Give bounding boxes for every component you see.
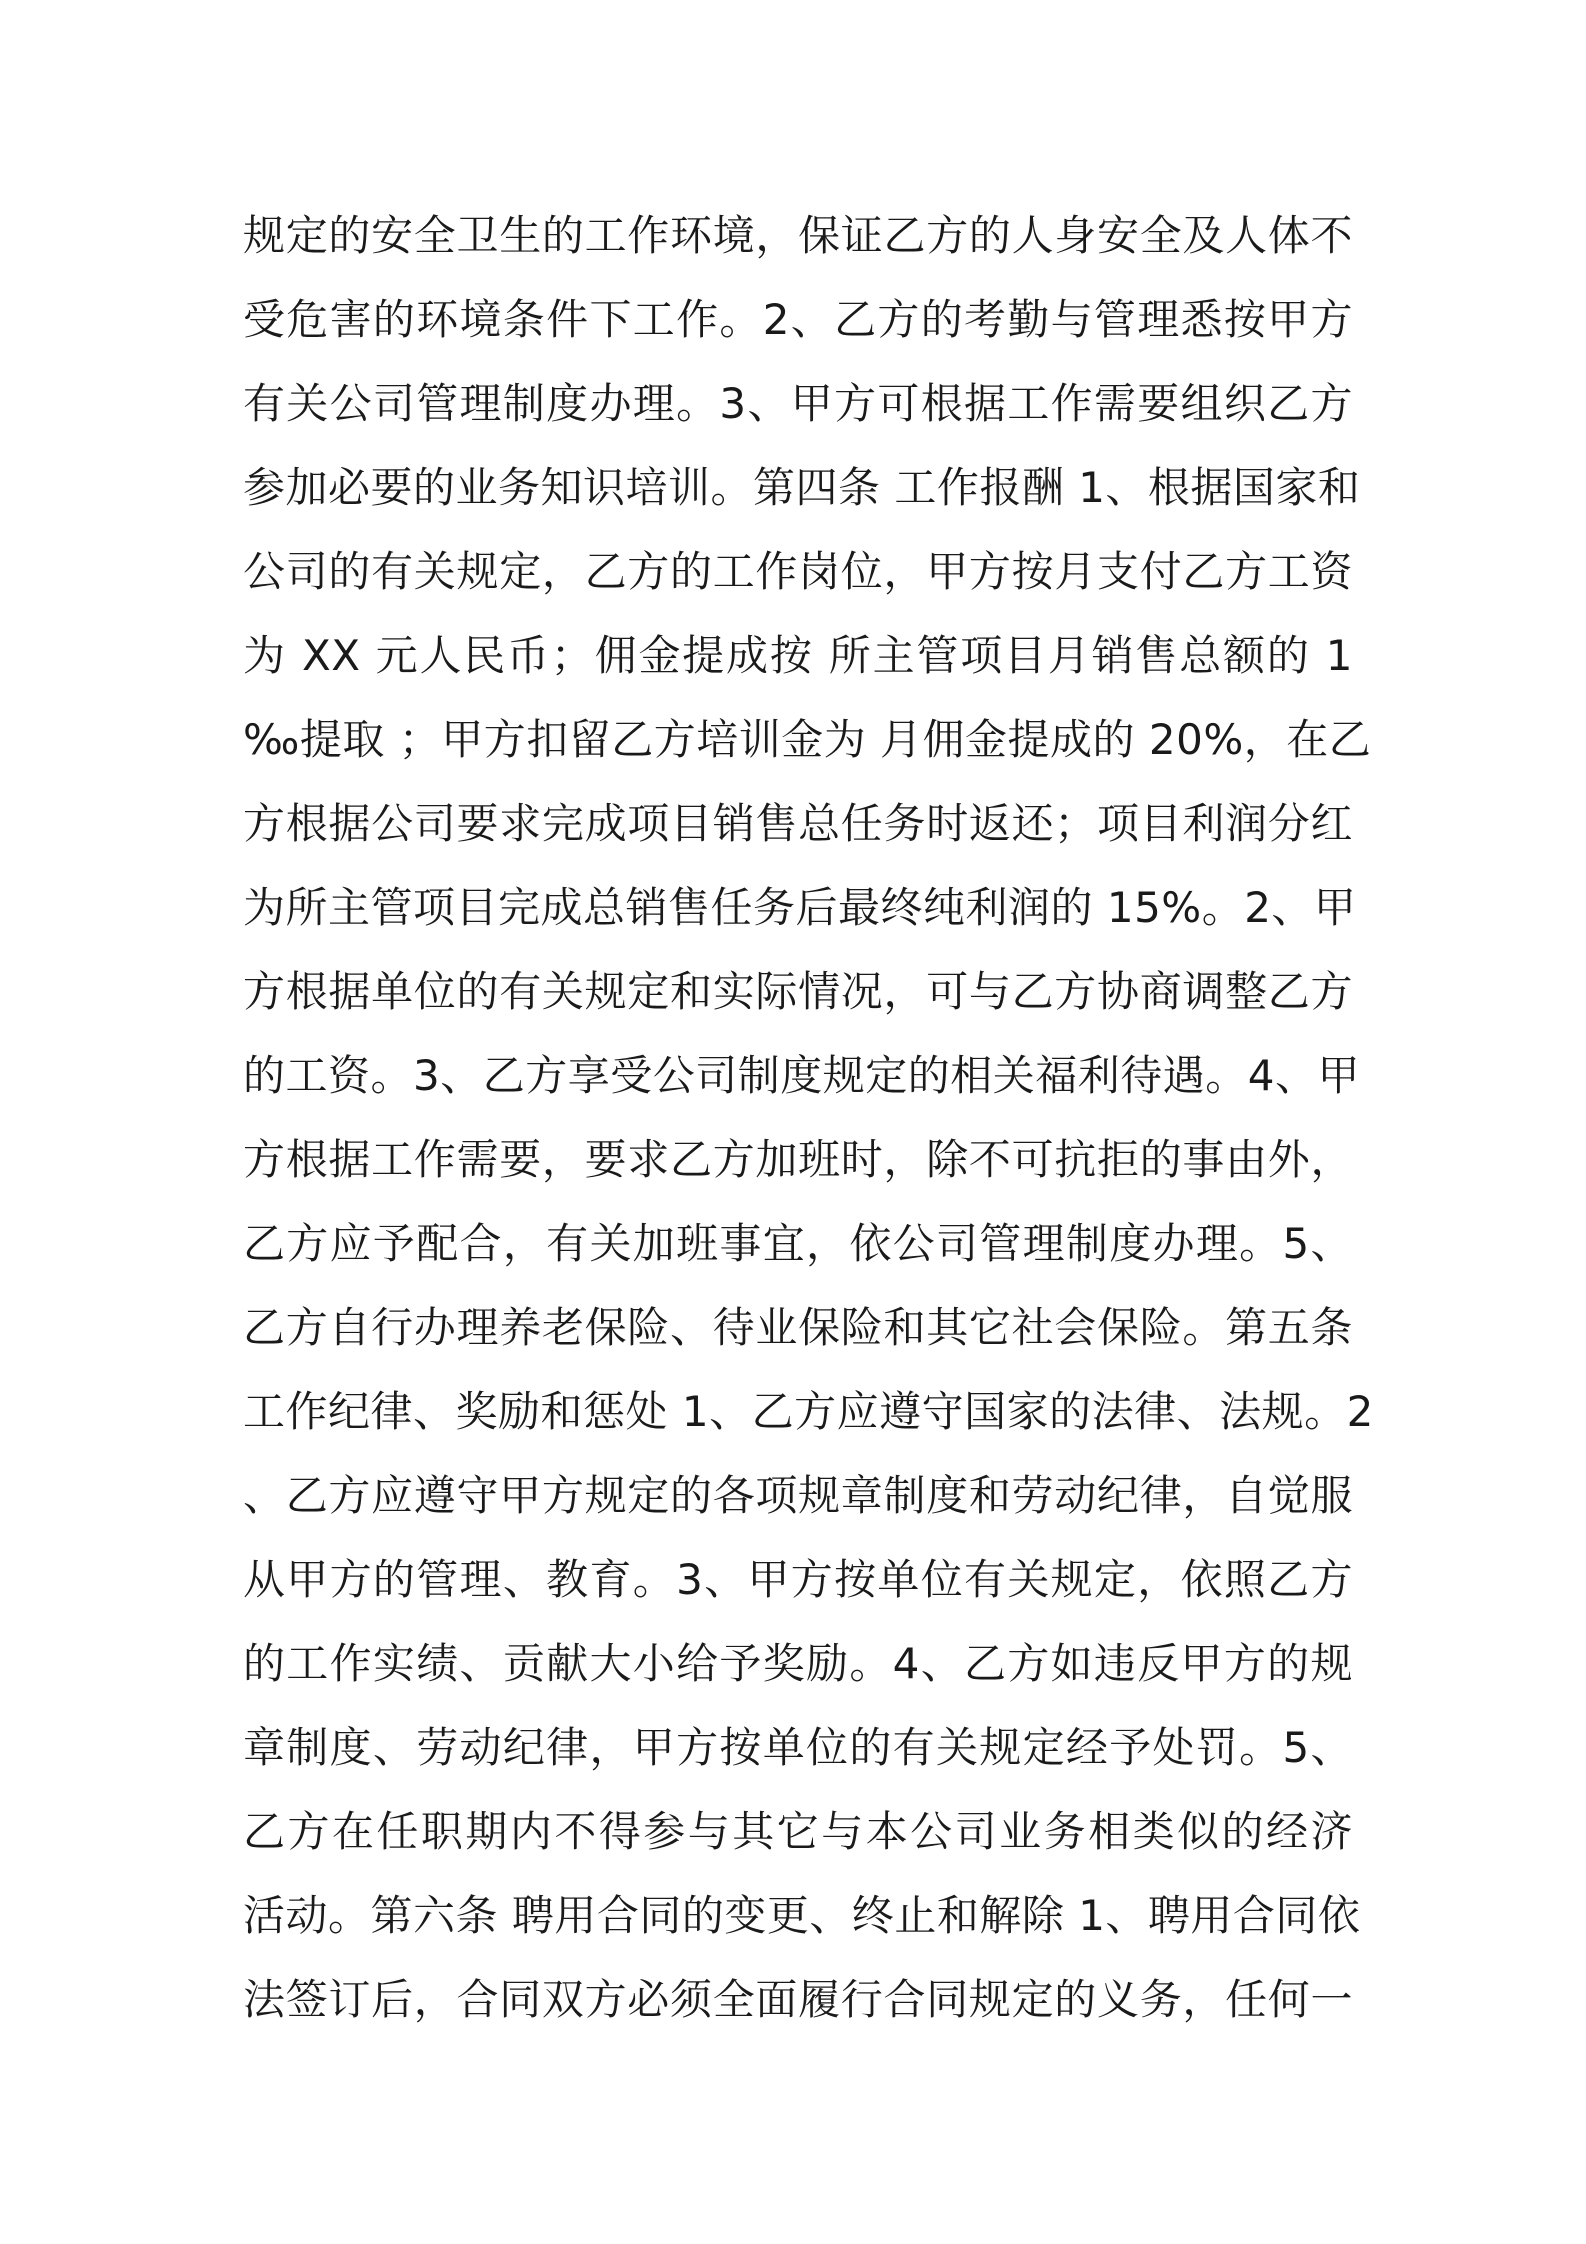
text-line: 方根据单位的有关规定和实际情况，可与乙方协商调整乙方 [243, 967, 1353, 1016]
text-line: 、乙方应遵守甲方规定的各项规章制度和劳动纪律，自觉服 [243, 1471, 1353, 1520]
text-line: 为 XX 元人民币；佣金提成按 所主管项目月销售总额的 1 [243, 631, 1353, 680]
text-line: 乙方自行办理养老保险、待业保险和其它社会保险。第五条 [243, 1303, 1353, 1352]
text-line: 从甲方的管理、教育。3、甲方按单位有关规定，依照乙方 [243, 1555, 1353, 1604]
text-line: 规定的安全卫生的工作环境，保证乙方的人身安全及人体不 [243, 211, 1353, 260]
text-line: 为所主管项目完成总销售任务后最终纯利润的 15%。2、甲 [243, 883, 1357, 932]
text-line: ‰提取 ；甲方扣留乙方培训金为 月佣金提成的 20%，在乙 [243, 715, 1372, 764]
text-line: 法签订后，合同双方必须全面履行合同规定的义务，任何一 [243, 1975, 1353, 2024]
text-line: 章制度、劳动纪律，甲方按单位的有关规定经予处罚。5、 [243, 1723, 1353, 1772]
contract-body-text [243, 194, 1374, 2042]
text-line: 有关公司管理制度办理。3、甲方可根据工作需要组织乙方 [243, 379, 1353, 428]
text-line: 方根据公司要求完成项目销售总任务时返还；项目利润分红 [243, 799, 1353, 848]
text-line: 的工资。3、乙方享受公司制度规定的相关福利待遇。4、甲 [243, 1051, 1360, 1100]
text-line: 公司的有关规定，乙方的工作岗位，甲方按月支付乙方工资 [243, 547, 1353, 596]
text-line: 的工作实绩、贡献大小给予奖励。4、乙方如违反甲方的规 [243, 1639, 1353, 1688]
text-line: 活动。第六条 聘用合同的变更、终止和解除 1、聘用合同依 [243, 1891, 1361, 1940]
text-line: 乙方在任职期内不得参与其它与本公司业务相类似的经济 [243, 1807, 1353, 1856]
text-line: 参加必要的业务知识培训。第四条 工作报酬 1、根据国家和 [243, 463, 1361, 512]
text-line: 方根据工作需要，要求乙方加班时，除不可抗拒的事由外， [243, 1135, 1353, 1184]
text-line: 受危害的环境条件下工作。2、乙方的考勤与管理悉按甲方 [243, 295, 1353, 344]
text-line: 乙方应予配合，有关加班事宜，依公司管理制度办理。5、 [243, 1219, 1353, 1268]
text-line: 工作纪律、奖励和惩处 1、乙方应遵守国家的法律、法规。2 [243, 1387, 1374, 1436]
